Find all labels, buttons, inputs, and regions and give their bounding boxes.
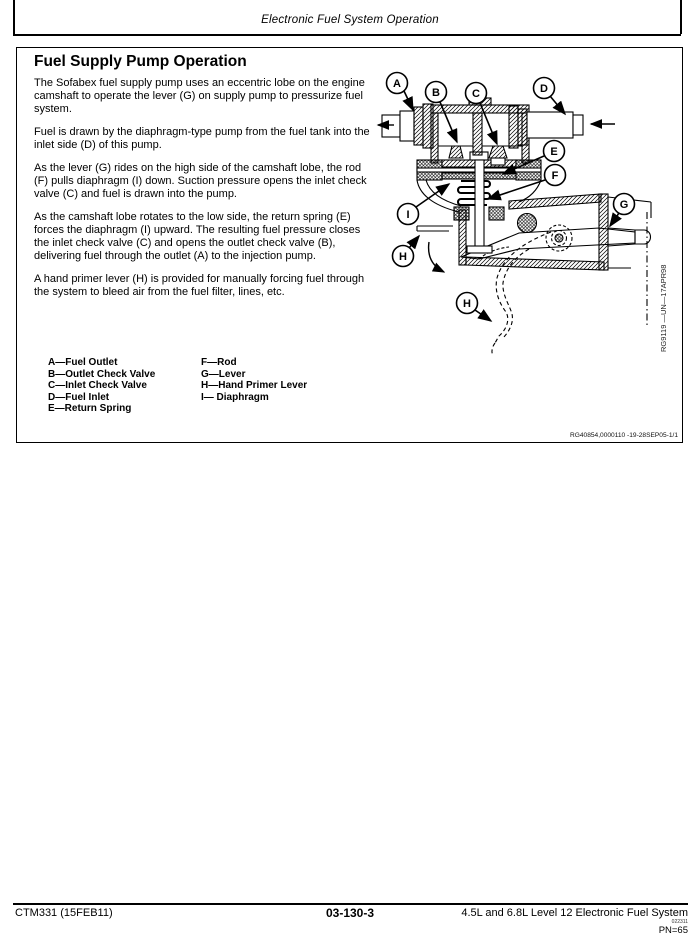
footer-doc-code: CTM331 (15FEB11) — [15, 907, 113, 919]
legend-item: G—Lever — [201, 368, 246, 380]
svg-text:F: F — [551, 170, 559, 182]
svg-text:G: G — [619, 199, 629, 211]
content-box — [16, 47, 683, 443]
section-title: Fuel Supply Pump Operation — [34, 53, 247, 70]
footer-print-code: 022311 — [671, 919, 688, 925]
footer-rule — [13, 903, 688, 905]
legend-item: E—Return Spring — [48, 403, 132, 415]
svg-text:I: I — [406, 209, 410, 221]
paragraph-1: The Sofabex fuel supply pump uses an eccentric lobe on the engine camshaft to operate the lever (G) on supply pump to pressurize fuel system. — [34, 77, 365, 115]
callout-d — [534, 78, 566, 115]
paragraph-5: A hand primer lever (H) is provided for manually forcing fuel through the system to bleed air from the fuel filter, lines, etc. — [34, 273, 365, 298]
svg-text:B: B — [432, 87, 440, 99]
legend-item: F—Rod — [201, 357, 237, 368]
lever-motion-arrow — [429, 242, 444, 272]
legend-item: A—Fuel Outlet — [48, 357, 118, 368]
callout-a — [387, 73, 414, 111]
body-text — [34, 77, 370, 309]
svg-text:D: D — [540, 83, 548, 95]
legend-item: C—Inlet Check Valve — [48, 380, 147, 392]
legend-item: D—Fuel Inlet — [48, 391, 110, 403]
callout-h-primer — [393, 236, 420, 267]
header-rule-bottom — [13, 34, 681, 36]
legend-item: I— Diaphragm — [201, 391, 269, 403]
paragraph-2: Fuel is drawn by the diaphragm-type pump from the fuel tank into the inlet side (D) of this pump. — [34, 126, 370, 151]
reference-code: RG40854,0000110 -19-28SEP05-1/1 — [569, 432, 678, 439]
footer-title: 4.5L and 6.8L Level 12 Electronic Fuel System — [461, 907, 688, 919]
callout-h-phantom — [457, 293, 492, 322]
svg-text:H: H — [399, 251, 407, 263]
svg-text:C: C — [472, 88, 480, 100]
legend-item: B—Outlet Check Valve — [48, 368, 156, 380]
legend-item: H—Hand Primer Lever — [201, 380, 308, 392]
svg-text:A: A — [393, 78, 401, 90]
legend-column-2 — [201, 357, 307, 403]
paragraph-4: As the camshaft lobe rotates to the low side, the return spring (E) forces the diaphragm (I) upward. The resulting fuel pressure closes the inlet check valve (C) and opens the outlet check valve (B), delivering fuel through the outlet (A) to the injection pump. — [34, 211, 361, 262]
callout-i — [398, 184, 450, 225]
fuel-pump-diagram — [369, 60, 684, 365]
svg-text:E: E — [550, 146, 558, 158]
paragraph-3: As the lever (G) rides on the high side of the camshaft lobe, the rod (F) pulls diaphragm (I) down. Suction pressure opens the inlet check valve (C) and fuel is drawn into the pump. — [34, 162, 367, 200]
footer-page-number: 03-130-3 — [325, 906, 375, 920]
pump-body — [382, 98, 651, 356]
footer-pn: PN=65 — [658, 925, 688, 936]
legend-column-1 — [48, 357, 155, 415]
callout-g — [610, 194, 635, 227]
header-title: Electronic Fuel System Operation — [261, 14, 439, 26]
figure-image-code: RG9119 —UN—17APR98 — [659, 264, 668, 352]
svg-text:H: H — [463, 298, 471, 310]
